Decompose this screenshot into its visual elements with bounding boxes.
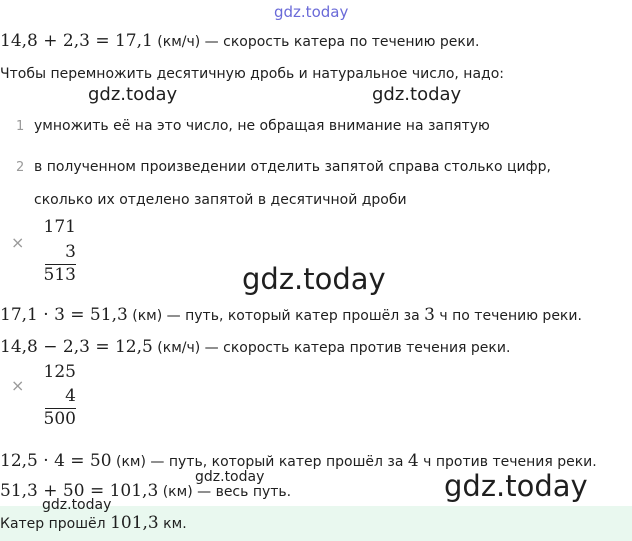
watermark: gdz.today — [444, 469, 588, 503]
step-number: 1 — [16, 119, 25, 134]
watermark: gdz.today — [372, 84, 462, 105]
line-text: — скорость катера по течению реки. — [200, 34, 480, 50]
answer-text: Катер прошёл — [0, 516, 111, 532]
line-speed-downstream — [0, 31, 479, 51]
line-text: — весь путь. — [192, 484, 292, 500]
line-text: ч против течения реки. — [418, 454, 597, 470]
line-text: — путь, который катер прошёл за — [145, 454, 408, 470]
step-text: в полученном произведении отделить запятой справа столько цифр, — [34, 159, 551, 175]
math-expression: 12,5 · 4 = 50 — [0, 451, 112, 471]
math-expression: 51,3 + 50 = 101,3 — [0, 481, 159, 501]
line-speed-upstream — [0, 337, 510, 357]
unit: (км) — [116, 454, 146, 470]
line-text: — путь, который катер прошёл за — [162, 308, 425, 324]
final-answer — [0, 513, 187, 533]
multiplicand: 171 — [43, 217, 76, 237]
unit: (км/ч) — [157, 34, 201, 50]
step-text-continued: сколько их отделено запятой в десятичной дроби — [34, 192, 407, 208]
watermark: gdz.today — [88, 84, 178, 105]
rule-intro: Чтобы перемножить десятичную дробь и натуральное число, надо: — [0, 66, 504, 82]
line-text: ч по течению реки. — [434, 308, 582, 324]
product: 500 — [43, 409, 76, 429]
multiplication-sign: × — [11, 376, 25, 395]
watermark: gdz.today — [242, 262, 386, 296]
multiplier: 3 — [65, 242, 76, 262]
unit: (км/ч) — [157, 340, 201, 356]
watermark: gdz.today — [42, 497, 112, 513]
product: 513 — [43, 265, 76, 285]
step-number: 2 — [16, 160, 25, 175]
answer-text: км. — [158, 516, 187, 532]
math-expression: 17,1 · 3 = 51,3 — [0, 305, 128, 325]
math-expression: 14,8 + 2,3 = 17,1 — [0, 31, 153, 51]
answer-value: 101,3 — [110, 513, 159, 533]
math-value: 3 — [424, 305, 435, 325]
unit: (км) — [132, 308, 163, 324]
line-distance-upstream — [0, 451, 597, 471]
line-distance-downstream — [0, 305, 582, 325]
watermark: gdz.today — [195, 469, 265, 485]
line-text: — скорость катера против течения реки. — [200, 340, 511, 356]
math-expression: 14,8 − 2,3 = 12,5 — [0, 337, 153, 357]
math-value: 4 — [407, 451, 419, 471]
multiplier: 4 — [65, 386, 76, 406]
multiplication-sign: × — [11, 233, 25, 252]
step-text: умножить её на это число, не обращая внимание на запятую — [34, 118, 490, 134]
multiplicand: 125 — [43, 362, 76, 382]
unit: (км) — [162, 484, 193, 500]
watermark: gdz.today — [274, 3, 349, 21]
